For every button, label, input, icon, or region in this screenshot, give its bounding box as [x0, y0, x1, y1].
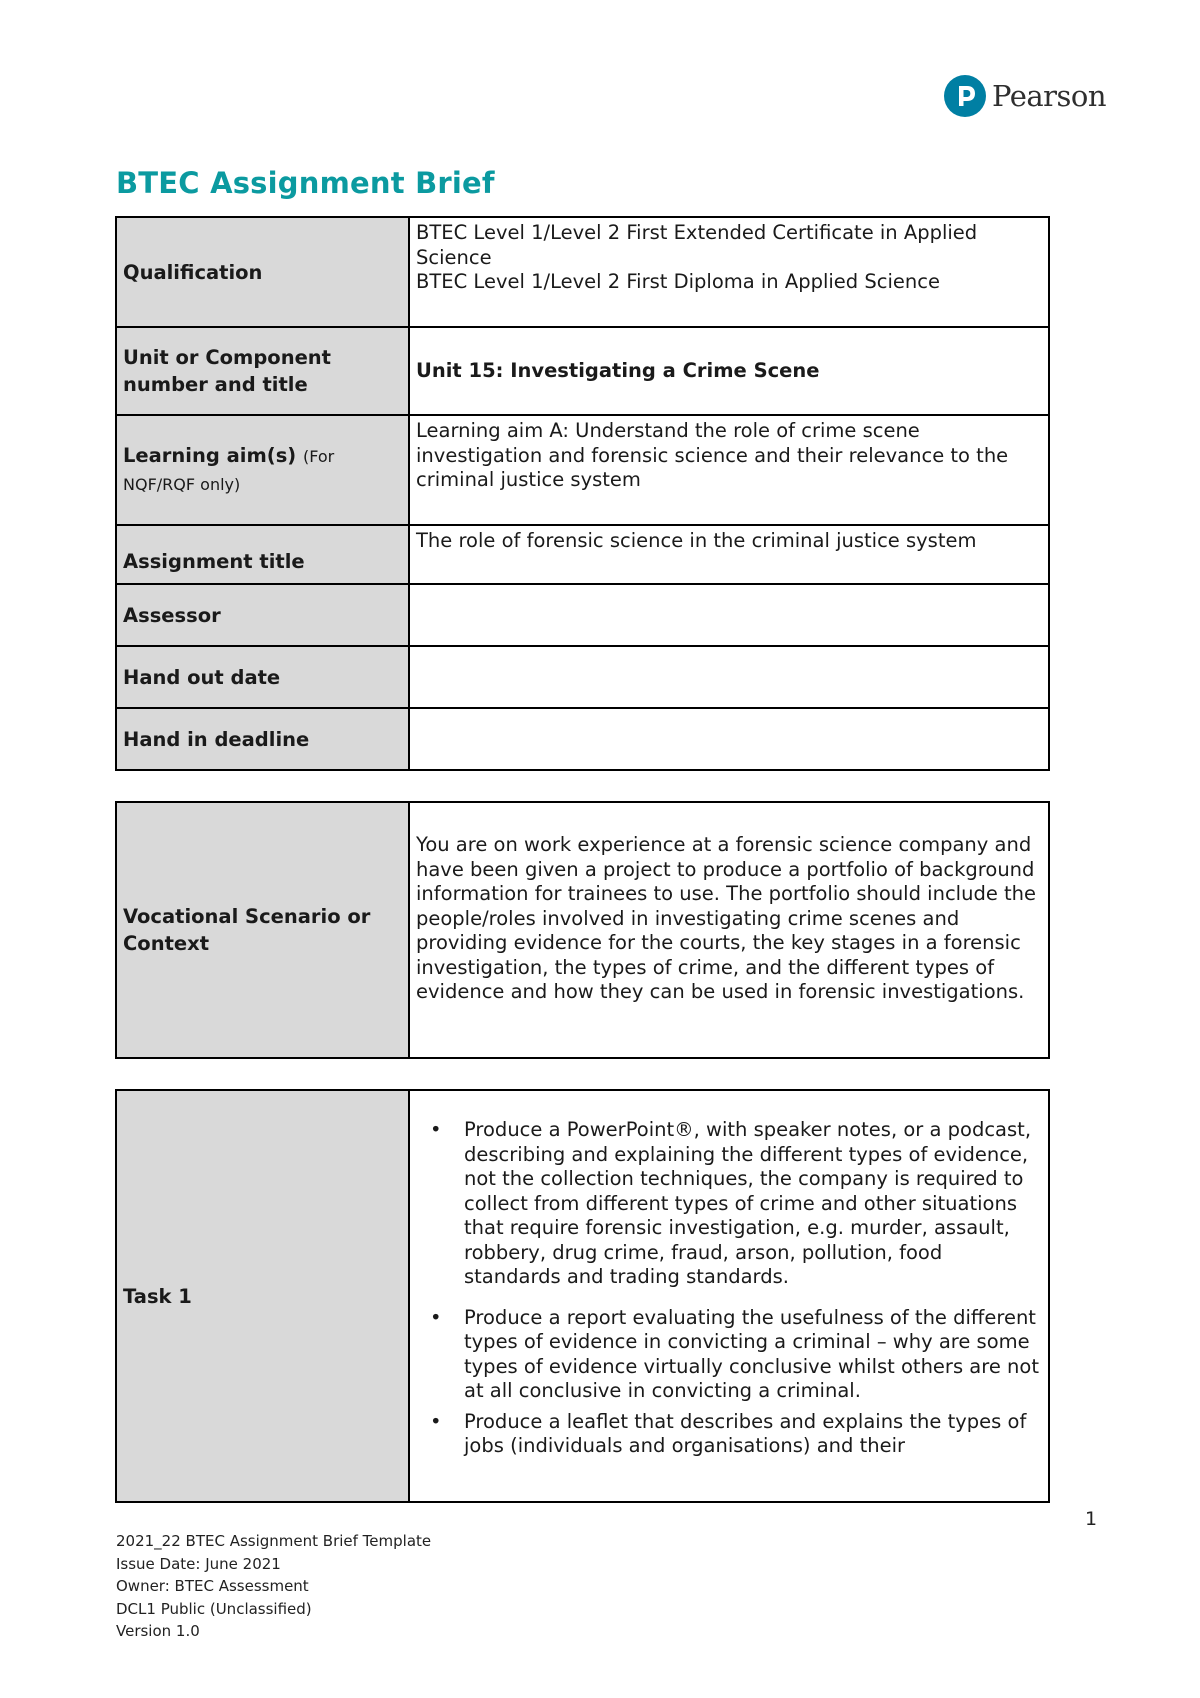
- task1-item: [412, 1306, 1044, 1404]
- learning-aim-row: [116, 415, 1049, 525]
- learning-aim-label-text: Learning aim(s): [123, 444, 297, 467]
- page-number: 1: [1085, 1508, 1098, 1530]
- task1-item: [412, 1118, 1044, 1290]
- task-table: [115, 1089, 1050, 1503]
- hand-in-row: [116, 708, 1049, 770]
- pearson-wordmark: Pearson: [992, 79, 1107, 113]
- qualification-line: BTEC Level 1/Level 2 First Diploma in Applied Science: [416, 270, 940, 293]
- pearson-logo: [944, 73, 1106, 119]
- assignment-title-row: [116, 525, 1049, 584]
- assignment-title-value: The role of forensic science in the criminal justice system: [409, 525, 1049, 584]
- bullet-icon: •: [430, 1409, 442, 1433]
- unit-value: Unit 15: Investigating a Crime Scene: [409, 327, 1049, 415]
- footer-issue-date: Issue Date: June 2021: [116, 1554, 281, 1573]
- task1-row: [116, 1090, 1049, 1502]
- scenario-label: Vocational Scenario or Context: [116, 802, 409, 1058]
- assessor-value: [409, 584, 1049, 646]
- assessor-row: [116, 584, 1049, 646]
- unit-row: [116, 327, 1049, 415]
- bullet-icon: •: [430, 1305, 442, 1329]
- task1-label: Task 1: [116, 1090, 409, 1502]
- task1-item-text: Produce a leaflet that describes and explains the types of jobs (individuals and organisations) and their: [464, 1409, 1027, 1457]
- scenario-table: [115, 801, 1050, 1059]
- footer-classification: DCL1 Public (Unclassified): [116, 1599, 312, 1618]
- qualification-row: [116, 217, 1049, 327]
- hand-out-value: [409, 646, 1049, 708]
- task1-item: [412, 1410, 1044, 1459]
- qualification-label: Qualification: [116, 217, 409, 327]
- page-title: BTEC Assignment Brief: [116, 166, 495, 200]
- learning-aim-value: Learning aim A: Understand the role of crime scene investigation and forensic science and their relevance to the criminal justice system: [409, 415, 1049, 525]
- footer-template-line: 2021_22 BTEC Assignment Brief Template: [116, 1532, 432, 1550]
- task1-item-text: Produce a PowerPoint®, with speaker notes, or a podcast, describing and explaining the different types of evidence, not the collection techniques, the company is required to collect from different types of crime and other situations that require forensic investigation, e.g. murder, assault, robbery, drug crime, fraud, arson, pollution, food standards and trading standards.: [464, 1118, 1032, 1288]
- learning-aim-label-note: (For NQF/RQF only): [123, 447, 335, 494]
- unit-label: Unit or Component number and title: [116, 327, 409, 415]
- assignment-title-label: Assignment title: [116, 525, 409, 584]
- details-table: [115, 216, 1050, 771]
- footer-owner: Owner: BTEC Assessment: [116, 1577, 309, 1595]
- qualification-line: BTEC Level 1/Level 2 First Extended Certificate in Applied Science: [416, 221, 978, 269]
- pearson-p-logo-icon: [944, 75, 986, 117]
- hand-in-label: Hand in deadline: [116, 708, 409, 770]
- task1-item-text: Produce a report evaluating the usefulness of the different types of evidence in convicting a criminal – why are some types of evidence virtually conclusive whilst others are not at all conclusive in convicting a criminal.: [464, 1305, 1039, 1402]
- learning-aim-label: [116, 415, 409, 525]
- hand-in-value: [409, 708, 1049, 770]
- task1-content: [409, 1090, 1049, 1502]
- footer: [116, 1530, 431, 1643]
- assessor-label: Assessor: [116, 584, 409, 646]
- task1-list: [412, 1091, 1044, 1459]
- hand-out-label: Hand out date: [116, 646, 409, 708]
- scenario-row: [116, 802, 1049, 1058]
- footer-version: Version 1.0: [116, 1622, 200, 1640]
- bullet-icon: •: [430, 1118, 442, 1141]
- scenario-text: You are on work experience at a forensic science company and have been given a project to produce a portfolio of background information for trainees to use. The portfolio should include the people/roles involved in investigating crime scenes and providing evidence for the courts, the key stages in a forensic investigation, the types of crime, and the different types of evidence and how they can be used in forensic investigations.: [409, 802, 1049, 1058]
- hand-out-row: [116, 646, 1049, 708]
- qualification-value: [409, 217, 1049, 327]
